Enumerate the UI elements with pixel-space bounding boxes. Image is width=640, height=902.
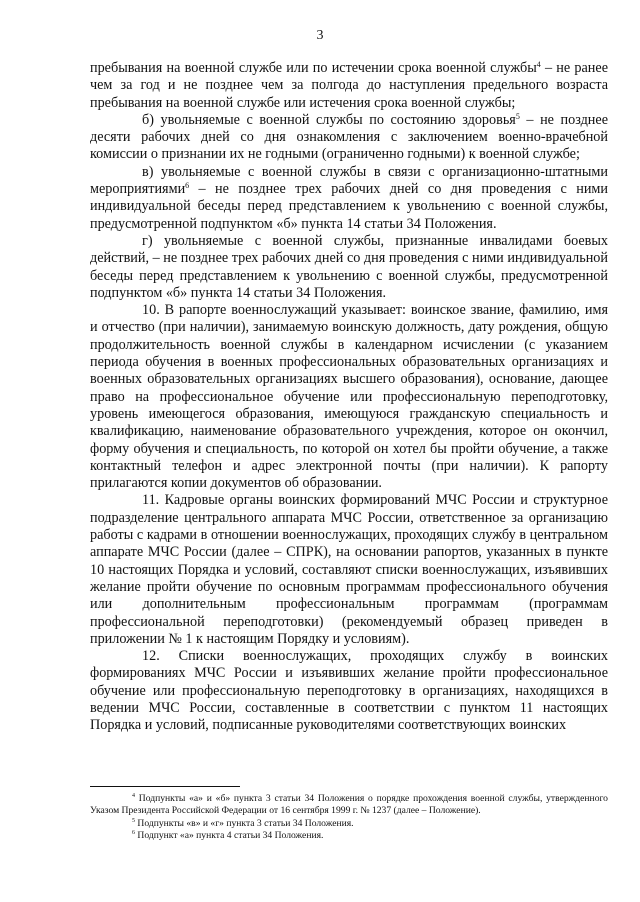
footnote-ref-5: 5 <box>515 111 520 121</box>
paragraph-g: г) увольняемые с военной службы, признанные инвалидами боевых действий, – не позднее трех рабочих дней со дня проведения с ними индивидуальной беседы перед представлением к увольнению с военной службы, предусмотренной подпунктом «б» пункта 14 статьи 34 Положения. <box>90 232 608 301</box>
footnote-mark: 5 <box>132 817 135 824</box>
footnote-text: Подпункт «а» пункта 4 статьи 34 Положения. <box>137 830 324 842</box>
paragraph-v <box>90 164 608 233</box>
footnote-mark: 6 <box>132 830 135 837</box>
paragraph-continuation <box>90 60 608 112</box>
footnote-5 <box>90 818 608 830</box>
footnotes <box>90 793 608 843</box>
footnote-text: Подпункты «а» и «б» пункта 3 статьи 34 Положения о порядке прохождения военной службы, утвержденного Указом Президента Российской Федерации от 16 сентября 1999 г. № 1237 (далее – Положение). <box>90 793 608 817</box>
footnote-ref-4: 4 <box>536 60 541 69</box>
footnote-divider <box>90 786 240 787</box>
paragraph-10: 10. В рапорте военнослужащий указывает: воинское звание, фамилию, имя и отчество (при наличии), занимаемую воинскую должность, дату рождения, общую продолжительность военной службы в календарном исчислении (с указанием периода обучения в военных профессиональных образовательных организациях и военных образовательных организациях высшего образования), основание, дающее право на профессиональное обучение или профессиональную переподготовку, уровень имеющегося образования, имеющуюся гражданскую специальность и квалификацию, наименование образовательного учреждения, которое он окончил, форму обучения и специальность, по которой он хотел бы пройти обучение, а также контактный телефон и адрес электронной почты (при наличии). К рапорту прилагаются копии документов об образовании. <box>90 302 608 492</box>
paragraph-text: в) увольняемые с военной службы в связи с организационно-штатными мероприятиями <box>90 163 608 198</box>
document-body <box>90 60 608 735</box>
paragraph-text: – не позднее трех рабочих дней со дня проведения с ними индивидуальной беседы перед представлением к увольнению с военной службы, предусмотренной подпунктом «б» пункта 14 статьи 34 Положения. <box>90 181 608 232</box>
footnote-4 <box>90 793 608 818</box>
footnote-mark: 4 <box>132 793 135 799</box>
paragraph-b <box>90 112 608 164</box>
paragraph-text: пребывания на военной службе или по истечении срока военной службы <box>90 60 537 76</box>
paragraph-12: 12. Списки военнослужащих, проходящих службу в воинских формированиях МЧС России и изъявивших желание пройти профессиональное обучение или профессиональную переподготовку в организациях, находящихся в ведении МЧС России, составленные в соответствии с пунктом 11 настоящих Порядка и условий, подписанные руководителями соответствующих воинских <box>90 648 608 734</box>
paragraph-11: 11. Кадровые органы воинских формирований МЧС России и структурное подразделение центрального аппарата МЧС России, ответственное за организацию работы с кадрами в отношении военнослужащих, проходящих службу в центральном аппарате МЧС России (далее – СПРК), на основании рапортов, указанных в пункте 10 настоящих Порядка и условий, составляют списки военнослужащих, изъявивших желание пройти обучение по основным программам профессионального обучения или дополнительным профессиональным программам (программам профессиональной переподготовки) (рекомендуемый образец приведен в приложении № 1 к настоящим Порядку и условиям). <box>90 492 608 647</box>
paragraph-text: б) увольняемые с военной службы по состоянию здоровья <box>142 111 516 128</box>
footnote-text: Подпункты «в» и «г» пункта 3 статьи 34 Положения. <box>137 817 354 829</box>
paragraph-text: – не позднее десяти рабочих дней со дня ознакомления с заключением военно-врачебной комиссии о признании их не годными (ограниченно годными) к военной службе; <box>90 111 608 163</box>
footnote-6 <box>90 830 608 842</box>
footnote-ref-6: 6 <box>185 181 190 191</box>
paragraph-text: – не ранее чем за год и не позднее чем за полгода до наступления предельного возраста пребывания на военной службе или истечения срока военной службы; <box>90 60 608 111</box>
page-number: 3 <box>316 28 324 43</box>
